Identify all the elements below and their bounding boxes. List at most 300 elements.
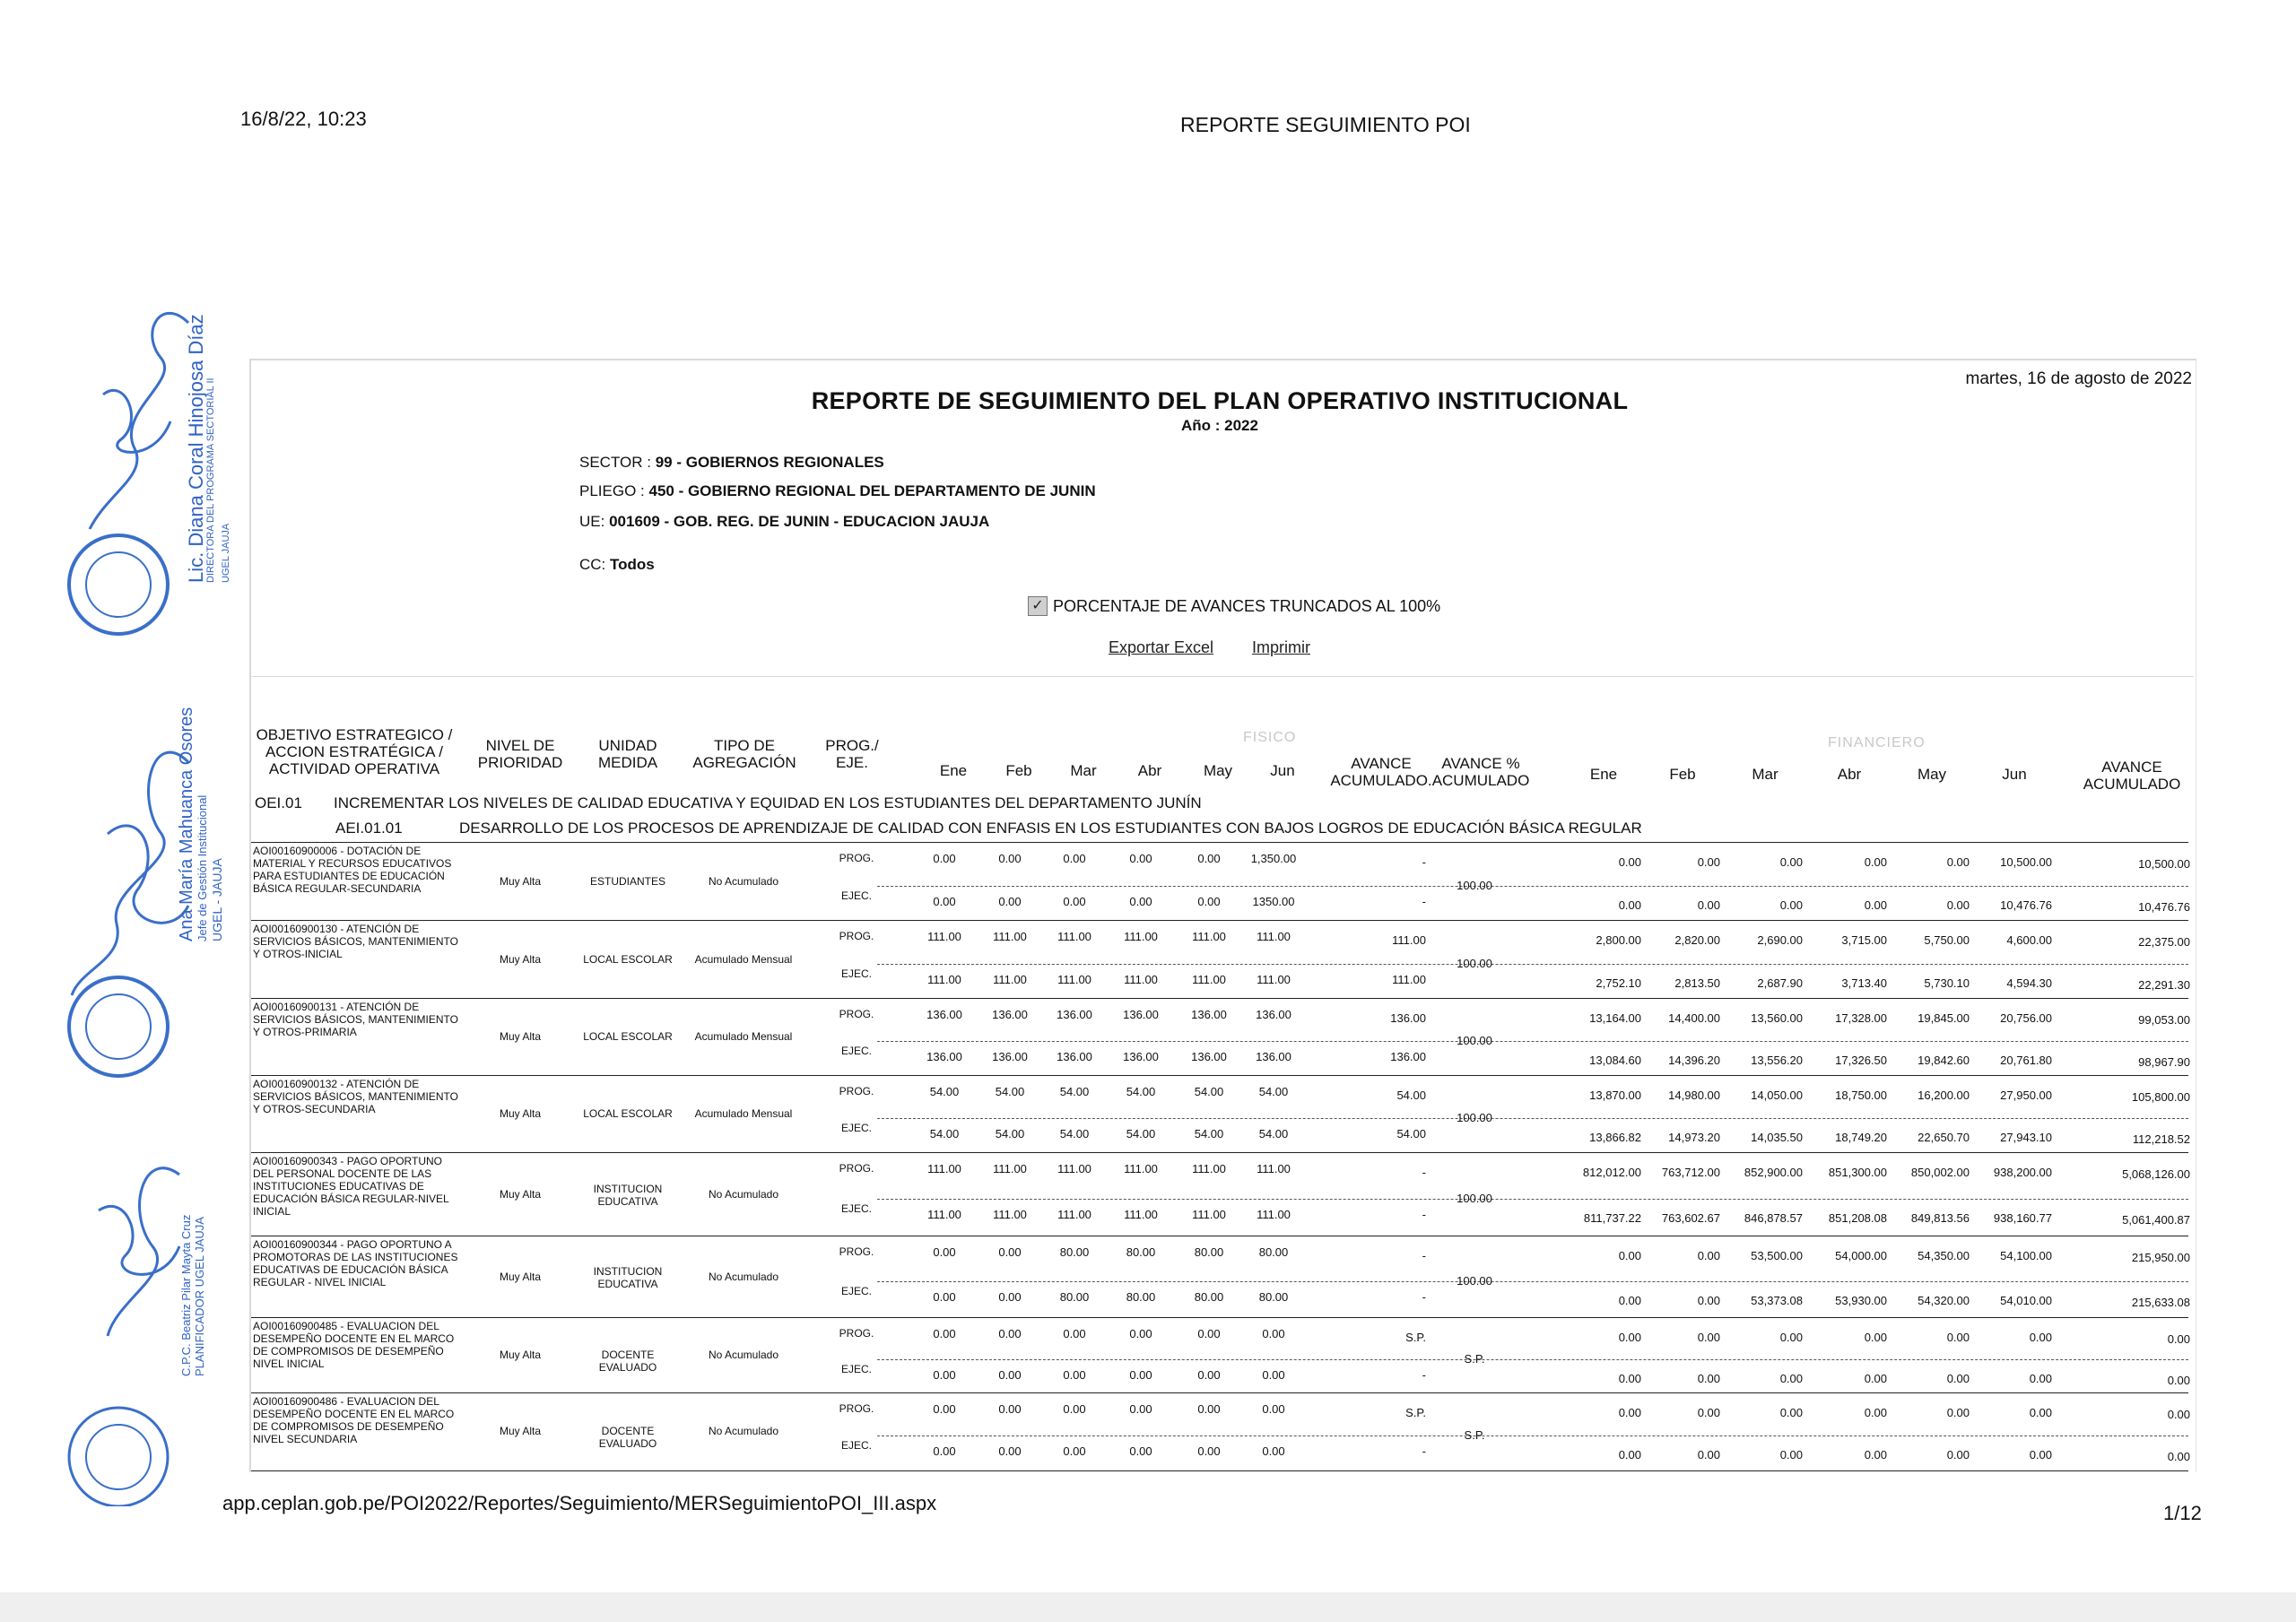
fin-ejec-value: 19,842.60: [1918, 1054, 1970, 1067]
row-dash: [877, 1041, 2188, 1042]
fis-ejec-value: 0.00: [933, 1368, 956, 1382]
fin-prog-acum: 99,053.00: [2138, 1013, 2190, 1027]
fin-prog-value: 13,164.00: [1589, 1011, 1641, 1025]
fis-prog-value: 54.00: [1258, 1085, 1289, 1098]
fis-ejec-acum: -: [1422, 1368, 1426, 1382]
header-fis-month: Abr: [1137, 762, 1162, 779]
activity-name: AOI00160900485 - EVALUACION DEL DESEMPEÑO DOCENTE EN EL MARCO DE COMPROMISOS DE DESEMPEÑO NIVEL INICIAL: [253, 1320, 455, 1370]
row-divider: [251, 920, 2188, 921]
oei-text: INCREMENTAR LOS NIVELES DE CALIDAD EDUCATIVA Y EQUIDAD EN LOS ESTUDIANTES DEL DEPARTAMENTO JUNÍN: [334, 794, 1202, 811]
fin-prog-value: 17,328.00: [1835, 1011, 1887, 1025]
fin-ejec-value: 0.00: [1618, 898, 1641, 912]
fis-ejec-value: 80.00: [1194, 1289, 1224, 1304]
fin-prog-value: 3,715.00: [1841, 933, 1887, 947]
fin-ejec-value: 938,160.77: [1993, 1210, 2052, 1225]
fin-prog-value: 763,712.00: [1661, 1166, 1720, 1179]
fis-ejec-acum: -: [1422, 894, 1426, 908]
fin-prog-value: 2,690.00: [1757, 933, 1803, 947]
fin-ejec-value: 0.00: [1779, 898, 1803, 912]
fis-ejec-value: 111.00: [927, 972, 961, 986]
prog-label: PROG.: [839, 852, 874, 864]
fis-prog-value: 0.00: [1129, 1402, 1152, 1416]
fin-prog-acum: 5,068,126.00: [2122, 1167, 2190, 1181]
fis-prog-value: 0.00: [1197, 852, 1221, 865]
ejec-label: EJEC.: [840, 1284, 872, 1297]
fin-ejec-value: 10,476.76: [2000, 898, 2052, 912]
header-nivel: NIVEL DE PRIORIDAD: [477, 737, 563, 771]
fis-prog-value: 111.00: [1257, 930, 1291, 943]
fin-prog-value: 2,820.00: [1674, 933, 1720, 947]
fin-prog-value: 850,002.00: [1910, 1166, 1970, 1179]
aggregation-cell: Acumulado Mensual: [694, 952, 793, 966]
fin-ejec-value: 0.00: [1618, 1293, 1641, 1307]
fin-ejec-value: 20,761.80: [2000, 1054, 2052, 1067]
header-fin-month: Ene: [1589, 766, 1618, 783]
fis-prog-value: 54.00: [995, 1085, 1025, 1098]
fin-prog-value: 0.00: [1697, 1331, 1720, 1344]
fin-prog-value: 0.00: [1779, 1406, 1803, 1419]
fis-ejec-value: 0.00: [1063, 1368, 1086, 1382]
fis-ejec-value: 80.00: [1126, 1289, 1156, 1304]
fis-prog-value: 80.00: [1059, 1245, 1090, 1259]
fin-prog-value: 27,950.00: [2000, 1089, 2052, 1102]
fis-ejec-acum: -: [1422, 1444, 1426, 1458]
fis-prog-acum: -: [1422, 855, 1426, 869]
prog-label: PROG.: [839, 1245, 874, 1258]
unit-cell: LOCAL ESCOLAR: [583, 952, 673, 966]
fin-prog-acum: 22,375.00: [2138, 935, 2190, 949]
activity-name: AOI00160900130 - ATENCIÓN DE SERVICIOS BÁSICOS, MANTENIMIENTO Y OTROS-INICIAL: [253, 923, 458, 960]
fis-prog-value: 0.00: [1063, 852, 1086, 865]
fis-ejec-value: 0.00: [1262, 1444, 1285, 1458]
fis-prog-value: 111.00: [1124, 1162, 1158, 1175]
ejec-label: EJEC.: [840, 1363, 872, 1375]
activity-name: AOI00160900343 - PAGO OPORTUNO DEL PERSONAL DOCENTE DE LAS INSTITUCIONES EDUCATIVAS DE EDUCACIÓN BÁSICA REGULAR-NIVEL INICIAL: [253, 1155, 449, 1218]
fin-prog-value: 54,000.00: [1835, 1249, 1887, 1262]
truncate-checkbox-label: PORCENTAJE DE AVANCES TRUNCADOS AL 100%: [1053, 596, 1441, 615]
fis-ejec-value: 0.00: [933, 1289, 956, 1304]
signature-1-text: Lic. Diana Coral Hinojosa Díaz DIRECTORA DEL PROGRAMA SECTORIAL II UGEL JAUJA: [185, 314, 231, 583]
fin-prog-value: 14,400.00: [1668, 1011, 1720, 1025]
unit-cell: LOCAL ESCOLAR: [583, 1030, 673, 1043]
fin-ejec-value: 13,556.20: [1751, 1054, 1803, 1067]
activity-name: AOI00160900344 - PAGO OPORTUNO A PROMOTORAS DE LAS INSTITUCIONES EDUCATIVAS DE EDUCACIÓN BÁSICA REGULAR - NIVEL INICIAL: [253, 1238, 458, 1288]
fis-prog-value: 111.00: [1257, 1162, 1291, 1175]
fin-ejec-value: 0.00: [1618, 1372, 1641, 1385]
fis-ejec-value: 111.00: [1124, 1207, 1158, 1221]
ejec-label: EJEC.: [840, 1045, 872, 1057]
fin-prog-value: 5,750.00: [1924, 933, 1970, 947]
unit-cell: INSTITUCION EDUCATIVA: [593, 1264, 663, 1290]
fin-ejec-value: 17,326.50: [1835, 1054, 1887, 1067]
fin-prog-acum: 215,950.00: [2131, 1251, 2190, 1264]
fin-prog-acum: 105,800.00: [2131, 1090, 2190, 1104]
header-tipo: TIPO DE AGREGACIÓN: [692, 737, 796, 771]
ejec-label: EJEC.: [840, 1122, 872, 1134]
fin-prog-value: 0.00: [1618, 1331, 1641, 1344]
fis-ejec-value: 111.00: [1124, 972, 1158, 986]
fis-ejec-value: 0.00: [933, 894, 956, 908]
fin-ejec-acum: 0.00: [2167, 1374, 2190, 1387]
fin-prog-value: 53,500.00: [1751, 1249, 1803, 1262]
fis-prog-value: 111.00: [1057, 930, 1091, 943]
fis-prog-value: 136.00: [992, 1008, 1028, 1021]
priority-cell: Muy Alta: [499, 1187, 542, 1201]
fis-ejec-value: 111.00: [993, 972, 1027, 986]
fis-ejec-value: 80.00: [1258, 1289, 1289, 1304]
fis-ejec-value: 111.00: [927, 1207, 961, 1221]
avance-pct: 100.00: [1457, 878, 1492, 892]
row-dash: [877, 886, 2188, 887]
fin-ejec-value: 0.00: [1864, 1448, 1887, 1462]
fis-ejec-value: 136.00: [1256, 1050, 1292, 1063]
fis-ejec-value: 54.00: [929, 1127, 960, 1141]
fis-prog-acum: S.P.: [1405, 1406, 1426, 1419]
row-divider: [251, 1075, 2188, 1076]
aggregation-cell: No Acumulado: [708, 874, 779, 888]
fis-ejec-value: 54.00: [1194, 1127, 1224, 1141]
fis-prog-value: 0.00: [1063, 1402, 1086, 1416]
fis-ejec-value: 0.00: [998, 894, 1022, 908]
fis-prog-value: 111.00: [1192, 1162, 1226, 1175]
fis-ejec-value: 136.00: [926, 1050, 962, 1063]
print-link[interactable]: Imprimir: [1252, 638, 1310, 656]
fin-prog-value: 54,100.00: [2000, 1249, 2052, 1262]
header-objetivo: OBJETIVO ESTRATEGICO / ACCION ESTRATÉGICA / ACTIVIDAD OPERATIVA: [256, 726, 453, 777]
fis-prog-value: 0.00: [998, 1402, 1022, 1416]
fis-prog-value: 111.00: [1192, 930, 1226, 943]
fis-prog-value: 111.00: [993, 1162, 1027, 1175]
fin-ejec-value: 14,035.50: [1751, 1131, 1803, 1144]
fis-prog-acum: S.P.: [1405, 1331, 1426, 1344]
fis-prog-value: 136.00: [1123, 1008, 1159, 1021]
row-divider: [251, 1152, 2188, 1153]
aggregation-cell: Acumulado Mensual: [694, 1107, 793, 1120]
fis-ejec-value: 0.00: [933, 1444, 956, 1458]
fin-ejec-acum: 112,218.52: [2132, 1132, 2190, 1146]
fis-ejec-value: 0.00: [998, 1444, 1022, 1458]
fin-prog-value: 19,845.00: [1918, 1011, 1970, 1025]
header-fis-month: Mar: [1070, 762, 1097, 779]
avance-pct: 100.00: [1457, 1273, 1492, 1288]
prog-label: PROG.: [839, 1402, 874, 1415]
fis-ejec-value: 136.00: [1057, 1050, 1092, 1063]
fis-ejec-value: 111.00: [1192, 972, 1226, 986]
fin-prog-value: 0.00: [2029, 1331, 2052, 1344]
fis-prog-value: 54.00: [929, 1085, 960, 1098]
fis-prog-value: 111.00: [927, 1162, 961, 1175]
fis-prog-value: 54.00: [1194, 1085, 1224, 1098]
avance-pct: 100.00: [1457, 1111, 1492, 1124]
fin-prog-value: 0.00: [1697, 1249, 1720, 1262]
prog-label: PROG.: [839, 1085, 874, 1097]
report-date: martes, 16 de agosto de 2022: [1965, 369, 2192, 388]
fin-prog-acum: 0.00: [2167, 1332, 2190, 1346]
avance-pct: S.P.: [1464, 1428, 1485, 1442]
fin-ejec-value: 0.00: [2029, 1448, 2052, 1462]
ejec-label: EJEC.: [840, 967, 872, 980]
fin-prog-value: 14,050.00: [1751, 1089, 1803, 1102]
fis-ejec-value: 111.00: [993, 1207, 1027, 1221]
fis-prog-value: 0.00: [1262, 1327, 1285, 1340]
ejec-label: EJEC.: [840, 1439, 872, 1452]
fin-ejec-value: 763,602.67: [1661, 1210, 1720, 1225]
unit-cell: LOCAL ESCOLAR: [583, 1107, 673, 1120]
fin-prog-value: 13,870.00: [1589, 1089, 1641, 1102]
row-dash: [877, 1118, 2188, 1119]
header-avance-acum: AVANCE ACUMULADO.: [1330, 755, 1432, 789]
activity-name: AOI00160900131 - ATENCIÓN DE SERVICIOS BÁSICOS, MANTENIMIENTO Y OTROS-PRIMARIA: [253, 1001, 458, 1038]
fis-prog-value: 136.00: [1256, 1008, 1292, 1021]
fis-prog-acum: 111.00: [1392, 933, 1426, 947]
fin-ejec-value: 0.00: [1946, 1372, 1970, 1385]
fin-prog-value: 4,600.00: [2006, 933, 2052, 947]
aggregation-cell: No Acumulado: [708, 1349, 779, 1361]
fis-ejec-acum: 54.00: [1396, 1127, 1426, 1141]
report-table: [251, 360, 2194, 1472]
fis-prog-acum: 54.00: [1396, 1089, 1426, 1102]
activity-name: AOI00160900132 - ATENCIÓN DE SERVICIOS BÁSICOS, MANTENIMIENTO Y OTROS-SECUNDARIA: [253, 1078, 458, 1115]
ejec-label: EJEC.: [840, 889, 872, 902]
fin-ejec-acum: 22,291.30: [2138, 977, 2190, 992]
priority-cell: Muy Alta: [499, 1425, 542, 1437]
priority-cell: Muy Alta: [499, 1030, 542, 1043]
report-panel: [249, 359, 2196, 1472]
fin-prog-value: 0.00: [1618, 1406, 1641, 1419]
priority-cell: Muy Alta: [499, 952, 542, 966]
fis-prog-value: 0.00: [1129, 852, 1152, 865]
fin-ejec-value: 0.00: [1946, 898, 1970, 912]
report-title: REPORTE DE SEGUIMIENTO DEL PLAN OPERATIVO INSTITUCIONAL: [811, 387, 1629, 414]
fin-ejec-value: 0.00: [1697, 1293, 1720, 1307]
fis-prog-value: 111.00: [993, 930, 1027, 943]
signature-3-text: C.P.C. Beatriz Pilar Mayta Cruz PLANIFICADOR UGEL JAUJA: [179, 1214, 206, 1376]
fin-prog-value: 812,012.00: [1582, 1166, 1641, 1179]
row-divider: [251, 1317, 2188, 1318]
fis-ejec-value: 136.00: [1191, 1050, 1227, 1063]
fis-ejec-value: 54.00: [1059, 1127, 1090, 1141]
signature-2-text: Ana María Mahuanca Osores Jefe de Gestión Institucional UGEL - JAUJA: [177, 707, 224, 941]
page-bottom-band: [0, 1592, 2296, 1622]
fis-ejec-value: 0.00: [1129, 894, 1152, 908]
row-dash: [877, 964, 2188, 965]
fin-prog-value: 0.00: [1864, 1406, 1887, 1419]
fis-ejec-value: 111.00: [1057, 1207, 1091, 1221]
fis-prog-acum: -: [1422, 1166, 1426, 1179]
prog-label: PROG.: [839, 1162, 874, 1175]
fin-ejec-value: 54,320.00: [1918, 1293, 1970, 1307]
row-dash: [877, 1199, 2188, 1200]
fin-ejec-value: 849,813.56: [1910, 1210, 1970, 1225]
fis-prog-value: 136.00: [1057, 1008, 1092, 1021]
fis-prog-value: 111.00: [927, 930, 961, 943]
fin-ejec-value: 0.00: [1697, 898, 1720, 912]
fis-ejec-value: 0.00: [1197, 1368, 1221, 1382]
fin-prog-value: 0.00: [1946, 1331, 1970, 1344]
fin-ejec-value: 0.00: [1946, 1448, 1970, 1462]
fin-prog-value: 938,200.00: [1993, 1166, 2052, 1179]
truncate-checkbox[interactable]: ✓: [1028, 596, 1048, 616]
fin-ejec-value: 851,208.08: [1828, 1210, 1887, 1225]
prog-label: PROG.: [839, 1008, 874, 1020]
avance-pct: S.P.: [1464, 1352, 1485, 1366]
fis-prog-value: 1,350.00: [1250, 852, 1297, 865]
footer-url: app.ceplan.gob.pe/POI2022/Reportes/Seguimiento/MERSeguimientoPOI_III.aspx: [222, 1492, 937, 1514]
avance-pct: 100.00: [1457, 1191, 1492, 1205]
fin-prog-value: 851,300.00: [1828, 1166, 1887, 1179]
fin-prog-value: 0.00: [1946, 855, 1970, 869]
fin-ejec-value: 0.00: [1779, 1372, 1803, 1385]
unit-cell: DOCENTE EVALUADO: [598, 1425, 657, 1450]
fis-ejec-value: 54.00: [1258, 1127, 1289, 1141]
ejec-label: EJEC.: [840, 1201, 872, 1215]
fin-ejec-value: 13,084.60: [1589, 1054, 1641, 1067]
fin-prog-value: 10,500.00: [2000, 855, 2052, 869]
fin-prog-value: 18,750.00: [1835, 1089, 1887, 1102]
fis-prog-value: 80.00: [1258, 1245, 1289, 1259]
fis-prog-value: 0.00: [1129, 1327, 1152, 1340]
header-fis-month: Feb: [1005, 762, 1032, 779]
fis-ejec-acum: -: [1422, 1289, 1426, 1304]
signature-stamps: [54, 260, 231, 1506]
prog-label: PROG.: [839, 1327, 874, 1340]
fin-ejec-value: 0.00: [1864, 898, 1887, 912]
fin-prog-value: 0.00: [1697, 855, 1720, 869]
fis-ejec-value: 0.00: [1063, 1444, 1086, 1458]
fin-ejec-value: 846,878.57: [1744, 1210, 1803, 1225]
print-page-title: REPORTE SEGUIMIENTO POI: [1180, 113, 1471, 136]
row-dash: [877, 1359, 2188, 1360]
fis-ejec-value: 0.00: [1197, 1444, 1221, 1458]
export-excel-link[interactable]: Exportar Excel: [1109, 638, 1214, 656]
meta-ue: UE: 001609 - GOB. REG. DE JUNIN - EDUCACION JAUJA: [579, 513, 990, 530]
row-divider: [251, 1392, 2188, 1393]
table-bottom-line: [251, 1470, 2188, 1471]
meta-cc: CC: Todos: [579, 556, 655, 573]
fin-prog-value: 0.00: [1864, 1331, 1887, 1344]
fis-ejec-value: 136.00: [1123, 1050, 1159, 1063]
unit-cell: DOCENTE EVALUADO: [598, 1349, 657, 1374]
header-fin-month: Mar: [1752, 766, 1779, 783]
fis-ejec-value: 54.00: [995, 1127, 1025, 1141]
fin-ejec-value: 0.00: [1697, 1448, 1720, 1462]
fis-ejec-acum: 136.00: [1390, 1050, 1426, 1063]
fis-ejec-value: 0.00: [1129, 1368, 1152, 1382]
fin-prog-value: 0.00: [1618, 1249, 1641, 1262]
header-fin-avance: AVANCE ACUMULADO: [2083, 759, 2181, 793]
fis-prog-value: 0.00: [1262, 1402, 1285, 1416]
fis-prog-value: 0.00: [1197, 1402, 1221, 1416]
fis-prog-value: 111.00: [1057, 1162, 1091, 1175]
meta-pliego: PLIEGO : 450 - GOBIERNO REGIONAL DEL DEPARTAMENTO DE JUNIN: [579, 482, 1096, 499]
page-number: 1/12: [2163, 1502, 2202, 1524]
fis-ejec-value: 0.00: [1063, 894, 1086, 908]
fin-ejec-value: 53,373.08: [1751, 1293, 1803, 1307]
header-fis-month: Jun: [1270, 762, 1295, 779]
fis-prog-value: 136.00: [926, 1008, 962, 1021]
fin-ejec-value: 4,594.30: [2006, 976, 2052, 990]
fis-ejec-acum: 111.00: [1392, 972, 1426, 986]
fis-prog-acum: 136.00: [1390, 1011, 1426, 1025]
header-fin-month: May: [1917, 766, 1947, 783]
fin-ejec-value: 2,752.10: [1596, 976, 1641, 990]
aei-code: AEI.01.01: [335, 820, 403, 837]
header-fisico: FISICO: [1243, 730, 1297, 745]
fis-ejec-value: 111.00: [1192, 1207, 1226, 1221]
unit-cell: ESTUDIANTES: [589, 874, 665, 888]
header-fis-month: Ene: [939, 762, 968, 779]
fis-ejec-value: 0.00: [1129, 1444, 1152, 1458]
fin-prog-value: 0.00: [1697, 1406, 1720, 1419]
fin-ejec-value: 0.00: [1779, 1448, 1803, 1462]
priority-cell: Muy Alta: [499, 1270, 542, 1283]
fin-ejec-value: 0.00: [1864, 1372, 1887, 1385]
fin-prog-value: 16,200.00: [1918, 1089, 1970, 1102]
fis-prog-value: 54.00: [1059, 1085, 1090, 1098]
fis-prog-acum: -: [1422, 1249, 1426, 1262]
row-dash: [877, 1281, 2188, 1282]
aggregation-cell: Acumulado Mensual: [694, 1030, 793, 1043]
fin-ejec-value: 14,396.20: [1668, 1054, 1720, 1067]
fis-ejec-value: 111.00: [1257, 1207, 1291, 1221]
fin-prog-value: 20,756.00: [2000, 1011, 2052, 1025]
fin-ejec-acum: 215,633.08: [2131, 1295, 2190, 1309]
fis-prog-value: 0.00: [998, 852, 1022, 865]
header-prog: PROG./ EJE.: [825, 737, 879, 771]
fin-prog-value: 14,980.00: [1668, 1089, 1720, 1102]
fin-ejec-acum: 0.00: [2167, 1450, 2190, 1463]
fis-ejec-value: 0.00: [998, 1368, 1022, 1382]
header-avance-pct: AVANCE % ACUMULADO: [1431, 755, 1530, 789]
fin-ejec-value: 5,730.10: [1924, 976, 1970, 990]
fin-ejec-acum: 10,476.76: [2138, 899, 2190, 914]
header-unidad: UNIDAD MEDIDA: [597, 737, 658, 771]
fis-prog-value: 80.00: [1194, 1245, 1224, 1259]
fis-prog-value: 111.00: [1124, 930, 1158, 943]
fin-prog-value: 0.00: [2029, 1406, 2052, 1419]
aggregation-cell: No Acumulado: [708, 1187, 779, 1201]
fis-prog-value: 0.00: [933, 1245, 956, 1259]
aei-text: DESARROLLO DE LOS PROCESOS DE APRENDIZAJE DE CALIDAD CON ENFASIS EN LOS ESTUDIANTES CON BAJOS LOGROS DE EDUCACIÓN BÁSICA REGULAR: [459, 820, 1642, 837]
header-financiero: FINANCIERO: [1828, 735, 1926, 750]
fis-prog-value: 0.00: [998, 1327, 1022, 1340]
fis-ejec-value: 1350.00: [1252, 894, 1295, 908]
fin-prog-value: 0.00: [1779, 855, 1803, 869]
avance-pct: 100.00: [1457, 956, 1492, 970]
fin-prog-value: 0.00: [1779, 1331, 1803, 1344]
meta-sector: SECTOR : 99 - GOBIERNOS REGIONALES: [579, 454, 884, 471]
activity-name: AOI00160900486 - EVALUACION DEL DESEMPEÑO DOCENTE EN EL MARCO DE COMPROMISOS DE DESEMPEÑO NIVEL SECUNDARIA: [253, 1395, 455, 1445]
fin-ejec-value: 54,010.00: [2000, 1293, 2052, 1307]
print-datetime: 16/8/22, 10:23: [240, 108, 367, 130]
unit-cell: INSTITUCION EDUCATIVA: [593, 1182, 663, 1208]
priority-cell: Muy Alta: [499, 1107, 542, 1120]
fin-ejec-value: 27,943.10: [2000, 1131, 2052, 1144]
fis-ejec-value: 80.00: [1059, 1289, 1090, 1304]
fis-prog-value: 0.00: [933, 852, 956, 865]
report-year: Año : 2022: [1181, 417, 1258, 434]
fin-prog-value: 852,900.00: [1744, 1166, 1803, 1179]
aggregation-cell: No Acumulado: [708, 1425, 779, 1437]
fin-ejec-value: 53,930.00: [1835, 1293, 1887, 1307]
fis-ejec-value: 0.00: [1197, 894, 1221, 908]
fis-prog-value: 136.00: [1191, 1008, 1227, 1021]
fin-ejec-value: 0.00: [1618, 1448, 1641, 1462]
header-fis-month: May: [1203, 762, 1233, 779]
fis-prog-value: 54.00: [1126, 1085, 1156, 1098]
fis-prog-value: 0.00: [998, 1245, 1022, 1259]
aggregation-cell: No Acumulado: [708, 1270, 779, 1283]
